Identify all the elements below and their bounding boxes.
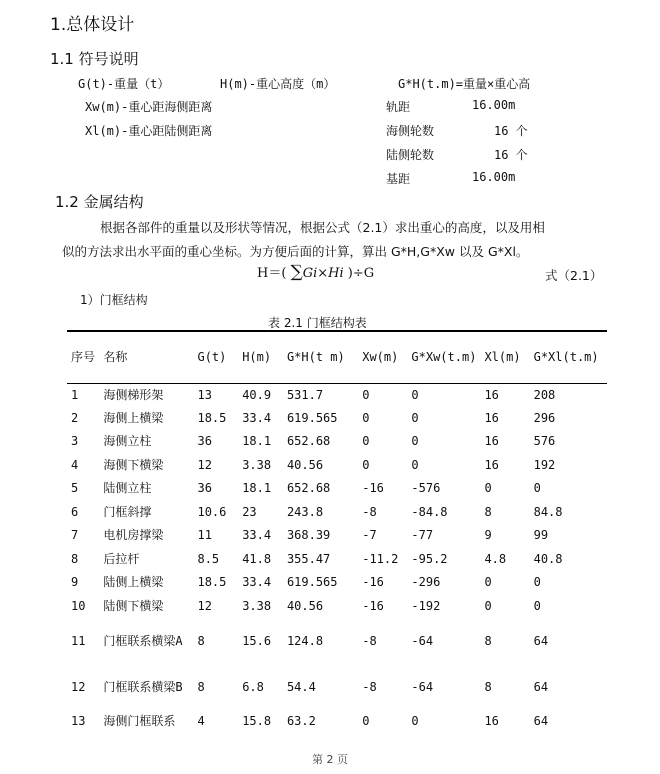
cell-xl: 16 <box>484 387 499 402</box>
cell-g: 13 <box>197 387 212 402</box>
symbol-gh: G*H(t.m)=重量×重心高 <box>398 77 531 91</box>
formula-label: 式（2.1） <box>545 268 603 283</box>
cell-no: 8 <box>71 551 79 566</box>
cell-xw: -11.2 <box>362 551 399 566</box>
cell-g: 8.5 <box>197 551 220 566</box>
cell-g: 10.6 <box>197 504 227 519</box>
cell-gh: 531.7 <box>286 387 324 402</box>
cell-g: 18.5 <box>197 575 227 590</box>
spec-value: 16.00m <box>472 98 516 112</box>
cell-no: 1 <box>71 387 79 402</box>
table-header-row <box>67 331 607 383</box>
cell-xw: 0 <box>362 714 370 729</box>
cell-g: 4 <box>197 714 205 729</box>
cell-no: 11 <box>71 633 86 648</box>
header-gxl: G*Xl(t.m) <box>533 349 599 364</box>
sum-symbol: ∑ <box>290 262 303 282</box>
cell-xl: 16 <box>484 714 499 729</box>
cell-xl: 0 <box>484 481 492 496</box>
cell-gh: 652.68 <box>286 481 331 496</box>
cell-h: 40.9 <box>242 387 272 402</box>
cell-name: 后拉杆 <box>103 551 140 566</box>
cell-gxw: -84.8 <box>411 504 448 519</box>
cell-xw: 0 <box>362 457 370 472</box>
cell-gxw: 0 <box>411 387 419 402</box>
cell-name: 海侧上横梁 <box>103 410 164 425</box>
cell-gxw: -296 <box>411 575 441 590</box>
cell-gxw: -77 <box>411 528 434 543</box>
symbol-g: G(t)-重量（t） <box>78 77 170 91</box>
cell-name: 陆侧下横梁 <box>103 598 164 613</box>
cell-gh: 63.2 <box>286 714 316 729</box>
cell-gxl: 64 <box>533 679 549 694</box>
cell-h: 33.4 <box>242 528 272 543</box>
cell-g: 12 <box>197 598 212 613</box>
cell-h: 3.38 <box>242 598 272 613</box>
cell-gxw: -576 <box>411 481 441 496</box>
formula <box>257 262 374 282</box>
cell-no: 4 <box>71 457 79 472</box>
cell-gxl: 192 <box>533 457 556 472</box>
header-gxw: G*Xw(t.m) <box>411 349 477 364</box>
cell-gxl: 99 <box>533 528 549 543</box>
cell-xw: -16 <box>362 575 384 590</box>
frame-structure-table <box>67 330 607 734</box>
header-no: 序号 <box>71 349 96 364</box>
cell-g: 18.5 <box>197 410 227 425</box>
cell-gh: 243.8 <box>286 504 324 519</box>
table-row <box>67 407 607 431</box>
cell-h: 33.4 <box>242 575 272 590</box>
cell-xw: -16 <box>362 598 384 613</box>
cell-gh: 355.47 <box>286 551 331 566</box>
header-name: 名称 <box>103 349 128 364</box>
cell-gh: 619.565 <box>286 575 338 590</box>
cell-h: 18.1 <box>242 481 272 496</box>
symbol-xw: Xw(m)-重心距海侧距离 <box>85 100 213 114</box>
cell-gxw: 0 <box>411 410 419 425</box>
header-xl: Xl(m) <box>484 349 521 364</box>
cell-gh: 40.56 <box>286 598 324 613</box>
cell-g: 11 <box>197 528 212 543</box>
cell-xl: 0 <box>484 598 492 613</box>
formula-term: Gi×Hi <box>302 266 344 281</box>
cell-xl: 16 <box>484 457 499 472</box>
cell-h: 33.4 <box>242 410 272 425</box>
cell-name: 门框联系横梁B <box>103 679 183 694</box>
table-row <box>67 710 607 734</box>
cell-name: 陆侧上横梁 <box>103 575 164 590</box>
cell-name: 门框斜撑 <box>103 504 152 519</box>
paragraph-line-1: 根据各部件的重量以及形状等情况，根据公式（2.1）求出重心的高度，以及用相 <box>100 220 545 235</box>
cell-gh: 124.8 <box>286 633 324 648</box>
cell-gxl: 208 <box>533 387 556 402</box>
cell-xw: -8 <box>362 679 377 694</box>
cell-gxw: 0 <box>411 714 419 729</box>
cell-gxl: 64 <box>533 633 549 648</box>
spec-label: 轨距 <box>386 100 411 114</box>
cell-xl: 8 <box>484 633 492 648</box>
cell-no: 6 <box>71 504 79 519</box>
spec-value: 16.00m <box>472 170 516 184</box>
spec-label: 陆侧轮数 <box>386 148 435 162</box>
cell-gxw: -95.2 <box>411 551 448 566</box>
cell-name: 海侧下横梁 <box>103 457 164 472</box>
cell-xw: 0 <box>362 387 370 402</box>
cell-h: 6.8 <box>242 679 264 694</box>
cell-no: 9 <box>71 575 79 590</box>
cell-no: 7 <box>71 528 79 543</box>
cell-h: 23 <box>242 504 257 519</box>
cell-g: 8 <box>197 633 205 648</box>
heading-1: 1.总体设计 <box>50 15 135 35</box>
subsection-title: 1）门框结构 <box>80 293 148 307</box>
cell-xl: 16 <box>484 434 499 449</box>
cell-name: 海侧立柱 <box>103 434 152 449</box>
cell-no: 13 <box>71 714 86 729</box>
cell-h: 3.38 <box>242 457 272 472</box>
cell-gh: 652.68 <box>286 434 331 449</box>
cell-h: 18.1 <box>242 434 272 449</box>
cell-name: 陆侧立柱 <box>103 481 152 496</box>
cell-gh: 40.56 <box>286 457 324 472</box>
cell-xl: 16 <box>484 410 499 425</box>
cell-no: 5 <box>71 481 79 496</box>
cell-gxl: 40.8 <box>533 551 563 566</box>
cell-gh: 368.39 <box>286 528 331 543</box>
cell-xw: -7 <box>362 528 377 543</box>
cell-xw: 0 <box>362 410 370 425</box>
cell-gxw: 0 <box>411 434 419 449</box>
cell-xw: 0 <box>362 434 370 449</box>
spec-value: 16 个 <box>494 124 528 138</box>
cell-gxl: 64 <box>533 714 549 729</box>
formula-lhs: H＝( <box>257 266 287 281</box>
cell-name: 电机房撑梁 <box>103 528 164 543</box>
cell-g: 12 <box>197 457 212 472</box>
cell-xl: 9 <box>484 528 492 543</box>
cell-no: 3 <box>71 434 79 449</box>
cell-gxw: -64 <box>411 633 434 648</box>
header-h: H(m) <box>242 349 272 364</box>
cell-g: 36 <box>197 434 212 449</box>
cell-gh: 54.4 <box>286 679 316 694</box>
spec-value: 16 个 <box>494 148 528 162</box>
cell-gxl: 84.8 <box>533 504 563 519</box>
cell-gh: 619.565 <box>286 410 338 425</box>
cell-gxl: 576 <box>533 434 556 449</box>
spec-label: 基距 <box>386 172 411 186</box>
table-row <box>67 383 607 407</box>
cell-xw: -8 <box>362 633 377 648</box>
table-caption: 表 2.1 门框结构表 <box>268 316 367 330</box>
table-row <box>67 454 607 478</box>
cell-xw: -16 <box>362 481 384 496</box>
cell-no: 12 <box>71 679 86 694</box>
spec-label: 海侧轮数 <box>386 124 435 138</box>
cell-gxl: 0 <box>533 481 541 496</box>
table-row <box>67 430 607 454</box>
cell-no: 2 <box>71 410 79 425</box>
cell-h: 15.6 <box>242 633 272 648</box>
cell-no: 10 <box>71 598 86 613</box>
cell-g: 36 <box>197 481 212 496</box>
header-gh: G*H(t m) <box>286 349 345 364</box>
cell-gxl: 296 <box>533 410 556 425</box>
cell-xl: 0 <box>484 575 492 590</box>
cell-gxl: 0 <box>533 598 541 613</box>
cell-xw: -8 <box>362 504 377 519</box>
cell-name: 海侧梯形架 <box>103 387 164 402</box>
symbol-h: H(m)-重心高度（m） <box>220 77 336 91</box>
table-row <box>67 501 607 525</box>
paragraph-line-2: 似的方法求出水平面的重心坐标。为方便后面的计算，算出 G*H,G*Xw 以及 G*Xl。 <box>62 244 529 259</box>
cell-gxw: -64 <box>411 679 434 694</box>
cell-xl: 8 <box>484 504 492 519</box>
cell-gxw: -192 <box>411 598 441 613</box>
table-row <box>67 548 607 572</box>
cell-name: 海侧门框联系 <box>103 714 176 729</box>
cell-xl: 4.8 <box>484 551 507 566</box>
table-row <box>67 571 607 595</box>
cell-g: 8 <box>197 679 205 694</box>
table-row <box>67 477 607 501</box>
cell-gxw: 0 <box>411 457 419 472</box>
header-g: G(t) <box>197 349 227 364</box>
cell-name: 门框联系横梁A <box>103 633 183 648</box>
table-row <box>67 618 607 664</box>
header-xw: Xw(m) <box>362 349 399 364</box>
cell-gxl: 0 <box>533 575 541 590</box>
formula-rhs: )÷G <box>347 266 375 281</box>
section-1-1-title: 1.1 符号说明 <box>50 50 139 68</box>
table-row <box>67 664 607 710</box>
table-row <box>67 524 607 548</box>
cell-xl: 8 <box>484 679 492 694</box>
cell-h: 15.8 <box>242 714 272 729</box>
symbol-xl: Xl(m)-重心距陆侧距离 <box>85 124 213 138</box>
section-1-2-title: 1.2 金属结构 <box>55 193 144 211</box>
table-row <box>67 595 607 619</box>
page-footer: 第 2 页 <box>312 753 348 766</box>
cell-h: 41.8 <box>242 551 272 566</box>
